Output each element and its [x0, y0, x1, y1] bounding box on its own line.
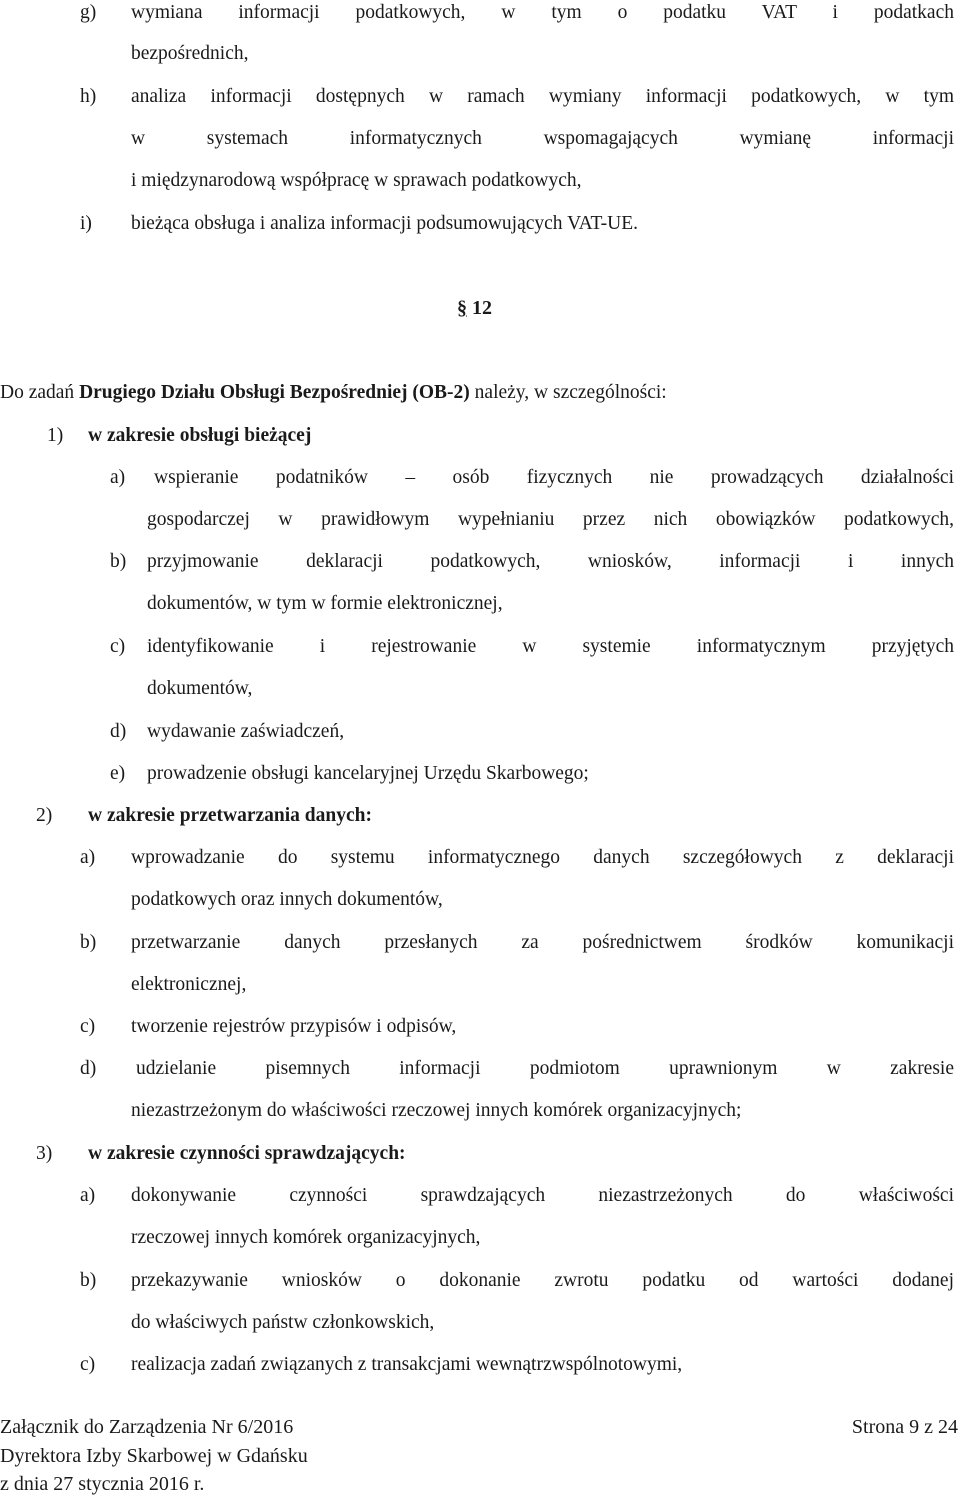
item-text-line: wspieranie podatników – osób fizycznych nie prowadzących działalności	[154, 467, 954, 488]
page-number: Strona 9 z 24	[851, 1416, 958, 1438]
item-label: c)	[110, 636, 126, 657]
footer-line-3: z dnia 27 stycznia 2016 r.	[0, 1473, 205, 1495]
section-number: 12	[472, 297, 492, 319]
item-text-line: tworzenie rejestrów przypisów i odpisów,	[131, 1016, 457, 1037]
item-text-line: i międzynarodową współpracę w sprawach podatkowych,	[131, 170, 582, 191]
item-text-line: w systemach informatycznych wspomagających wymianę informacji	[131, 128, 954, 149]
item-text-line: wydawanie zaświadczeń,	[147, 721, 345, 742]
footer-line-1: Załącznik do Zarządzenia Nr 6/2016	[0, 1416, 294, 1438]
item-text-line: rzeczowej innych komórek organizacyjnych,	[131, 1227, 481, 1248]
footer-line-2: Dyrektora Izby Skarbowej w Gdańsku	[0, 1445, 308, 1467]
item-label: i)	[80, 213, 92, 234]
item-text-line: wprowadzanie do systemu informatycznego danych szczegółowych z deklaracji	[131, 847, 954, 868]
item-label: b)	[80, 1270, 97, 1291]
item-label: a)	[80, 1185, 96, 1206]
item-text-line: bezpośrednich,	[131, 43, 249, 64]
item-label: c)	[80, 1354, 96, 1375]
item-text-line: przekazywanie wniosków o dokonanie zwrotu podatku od wartości dodanej	[131, 1270, 954, 1291]
item-text-line: przetwarzanie danych przesłanych za pośrednictwem środków komunikacji	[131, 932, 954, 953]
item-text-line: gospodarczej w prawidłowym wypełnianiu przez nich obowiązków podatkowych,	[147, 509, 954, 530]
section-heading	[457, 295, 492, 321]
item-text-line: dokonywanie czynności sprawdzających niezastrzeżonych do właściwości	[131, 1185, 954, 1206]
item-text-line: przyjmowanie deklaracji podatkowych, wniosków, informacji i innych	[147, 551, 954, 572]
group-title: w zakresie obsługi bieżącej	[88, 425, 312, 446]
item-label: b)	[80, 932, 97, 953]
item-text-line: udzielanie pisemnych informacji podmiotom uprawnionym w zakresie	[136, 1058, 954, 1079]
item-label: a)	[110, 467, 126, 488]
intro-suffix: należy, w szczególności:	[469, 382, 667, 403]
group-title: w zakresie przetwarzania danych:	[88, 805, 372, 826]
item-text-line: realizacja zadań związanych z transakcjami wewnątrzwspólnotowymi,	[131, 1354, 683, 1375]
item-text-line: prowadzenie obsługi kancelaryjnej Urzędu Skarbowego;	[147, 763, 589, 784]
item-label: b)	[110, 551, 127, 572]
item-text-line: dokumentów,	[147, 678, 253, 699]
item-text-line: podatkowych oraz innych dokumentów,	[131, 889, 443, 910]
section-symbol: §	[457, 297, 467, 319]
item-label: c)	[80, 1016, 96, 1037]
item-text-line: dokumentów, w tym w formie elektronicznej,	[147, 593, 503, 614]
item-text-line: bieżąca obsługa i analiza informacji podsumowujących VAT-UE.	[131, 213, 639, 234]
item-text-line: wymiana informacji podatkowych, w tym o podatku VAT i podatkach	[131, 2, 954, 23]
item-text-line: analiza informacji dostępnych w ramach wymiany informacji podatkowych, w tym	[131, 86, 954, 107]
item-label: e)	[110, 763, 126, 784]
item-text-line: niezastrzeżonym do właściwości rzeczowej innych komórek organizacyjnych;	[131, 1100, 742, 1121]
group-title: w zakresie czynności sprawdzających:	[88, 1143, 406, 1164]
item-label: d)	[110, 721, 127, 742]
intro-paragraph	[0, 380, 667, 406]
intro-prefix: Do zadań	[0, 382, 80, 403]
item-label: a)	[80, 847, 96, 868]
item-label: d)	[80, 1058, 97, 1079]
group-number: 3)	[36, 1143, 53, 1164]
item-label: g)	[80, 2, 97, 23]
item-text-line: elektronicznej,	[131, 974, 247, 995]
group-number: 1)	[47, 425, 64, 446]
item-text-line: do właściwych państw członkowskich,	[131, 1312, 435, 1333]
item-text-line: identyfikowanie i rejestrowanie w systemie informatycznym przyjętych	[147, 636, 954, 657]
intro-unit-name: Drugiego Działu Obsługi Bezpośredniej (OB-2)	[79, 382, 470, 403]
item-label: h)	[80, 86, 97, 107]
group-number: 2)	[36, 805, 53, 826]
